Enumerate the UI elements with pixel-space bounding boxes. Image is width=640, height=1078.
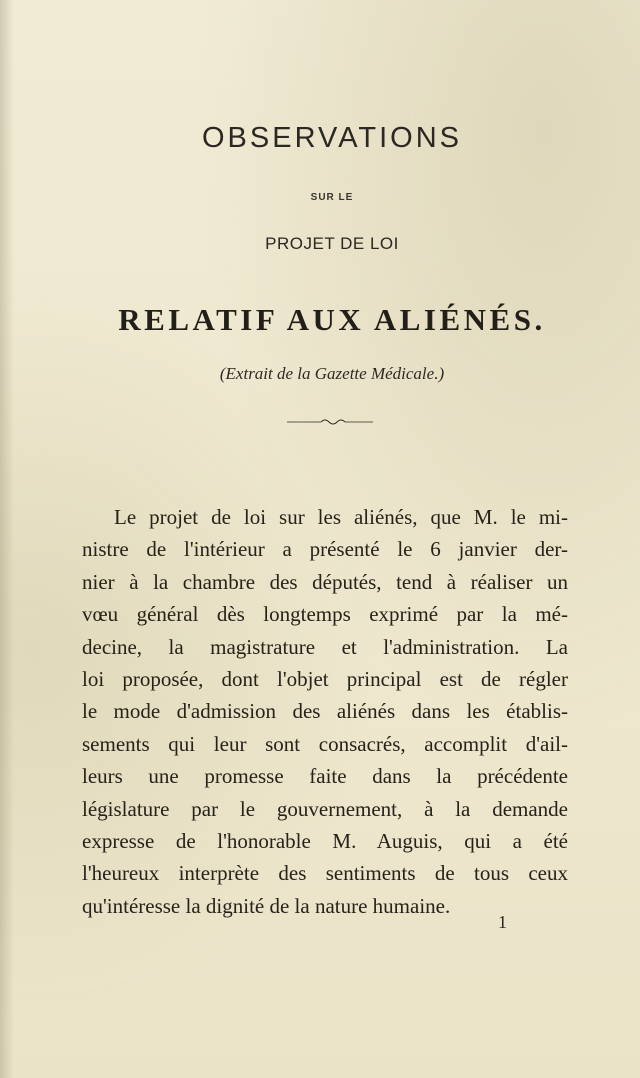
page-number: 1 — [498, 912, 507, 932]
body-paragraph — [82, 501, 568, 922]
body-line: expresse de l'honorable M. Auguis, qui a été — [82, 829, 568, 854]
body-line: loi proposée, dont l'objet principal est de régler — [82, 667, 568, 692]
page-spine-shadow — [0, 0, 14, 1078]
document-subtitle: PROJET DE LOI — [265, 234, 399, 253]
source-note: (Extrait de la Gazette Médicale.) — [219, 364, 445, 383]
document-headline: RELATIF AUX ALIÉNÉS. — [118, 302, 546, 337]
body-line: nistre de l'intérieur a présenté le 6 janvier der- — [82, 537, 568, 562]
title-connector: SUR LE — [310, 192, 354, 203]
body-line: vœu général dès longtemps exprimé par la mé- — [82, 602, 568, 627]
body-line: decine, la magistrature et l'administration. La — [82, 634, 568, 659]
body-line: législature par le gouvernement, à la demande — [82, 796, 568, 821]
body-line: nier à la chambre des députés, tend à réaliser un — [82, 569, 568, 594]
document-title: OBSERVATIONS — [202, 122, 462, 154]
body-line: le mode d'admission des aliénés dans les établis- — [82, 699, 568, 724]
body-line: qu'intéresse la dignité de la nature humaine. — [82, 893, 451, 918]
decorative-rule-icon — [285, 416, 375, 428]
body-line: leurs une promesse faite dans la précédente — [82, 764, 568, 789]
body-line: l'heureux interprète des sentiments de tous ceux — [82, 861, 568, 886]
body-line: sements qui leur sont consacrés, accomplit d'ail- — [82, 731, 568, 756]
body-line: Le projet de loi sur les aliénés, que M. le mi- — [114, 505, 568, 529]
